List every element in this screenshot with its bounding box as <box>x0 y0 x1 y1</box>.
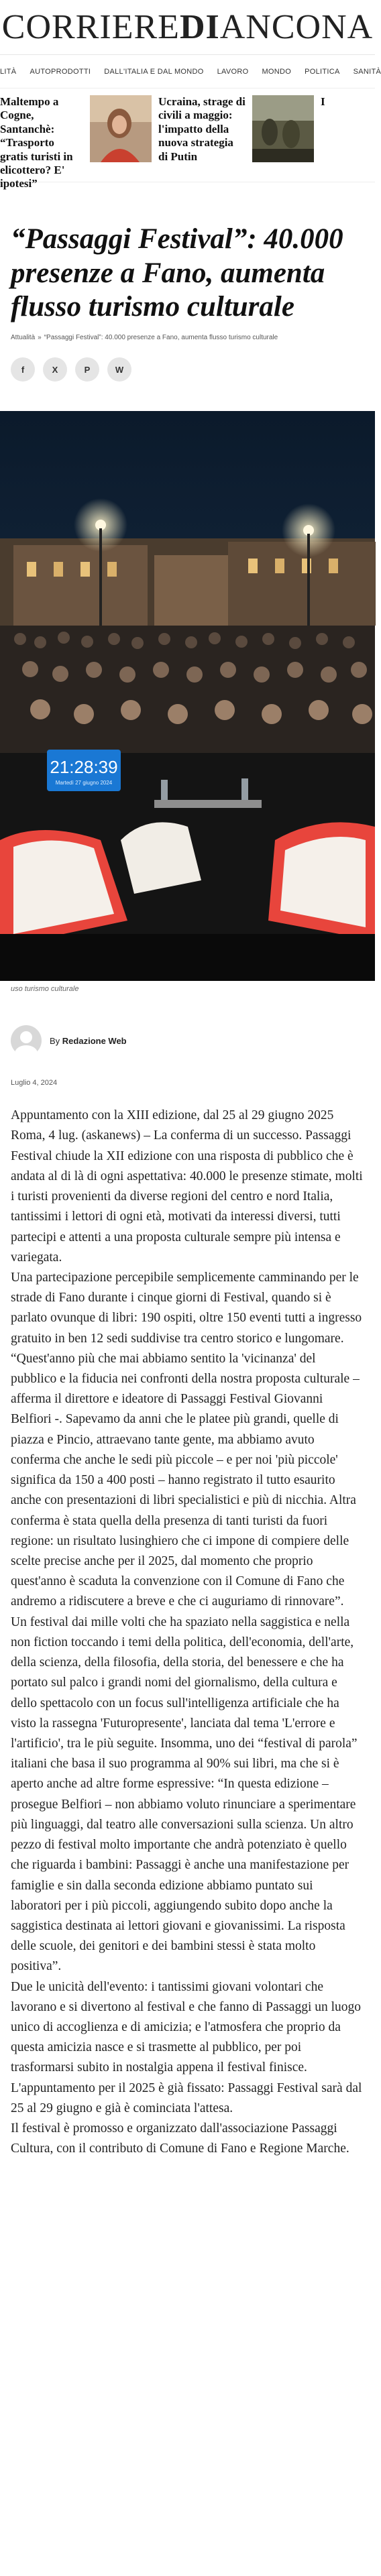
ticker-title[interactable]: I <box>321 95 325 108</box>
nav-item[interactable]: SANITÀ <box>353 67 381 76</box>
logo-accent: DI <box>179 8 220 46</box>
article-paragraph: Il festival è promosso e organizzato dall'associazione Passaggi Cultura, con il contributo di Comune di Fano e Regione Marche. <box>11 2121 349 2156</box>
ticker-card[interactable] <box>90 95 246 175</box>
article <box>0 223 375 2160</box>
avatar[interactable] <box>11 1025 42 1056</box>
article-paragraph: Appuntamento con la XIII edizione, dal 25 al 29 giugno 2025 <box>11 1108 334 1123</box>
ticker-card[interactable] <box>252 95 334 175</box>
breadcrumb-current: “Passaggi Festival”: 40.000 presenze a Fano, aumenta flusso turismo culturale <box>44 334 278 342</box>
nav-item[interactable]: LAVORO <box>217 67 249 76</box>
featured-image <box>0 411 375 981</box>
stage-clock-date: Martedì 27 giugno 2024 <box>55 780 113 786</box>
logo-right: ANCONA <box>219 8 374 46</box>
main-nav <box>0 55 381 89</box>
share-bar <box>11 357 364 382</box>
ticker-card[interactable] <box>0 95 83 190</box>
ticker-thumbnail[interactable] <box>252 95 314 162</box>
article-headline: “Passaggi Festival”: 40.000 presenze a Fano, aumenta flusso turismo culturale <box>11 223 343 323</box>
pinterest-share-icon[interactable]: P <box>75 357 99 382</box>
author-box <box>11 1025 364 1056</box>
author-line <box>50 1036 127 1046</box>
ticker-thumbnail[interactable] <box>90 95 152 162</box>
ticker-title[interactable]: Maltempo a Cogne, Santanchè: “Trasporto gratis turisti in elicottero? E' ipotesi” <box>0 95 73 190</box>
news-ticker <box>0 89 375 190</box>
breadcrumb-home[interactable]: Attualità <box>11 334 36 342</box>
x-share-icon[interactable]: X <box>43 357 67 382</box>
article-paragraph: Roma, 4 lug. (askanews) – La conferma di un successo. Passaggi Festival chiude la XII edizione con una risposta di pubblico che è andata al di là di ogni aspettativa: 40.000 le presenze stimate, molti i turisti provenienti da diverse regioni del centro e nord Italia, tantissimi i lettori di ogni età, motivati da interessi diversi, tutti partecipi e attenti a una proposta culturale sempre più intensa e variegata. <box>11 1128 363 1265</box>
nav-item[interactable]: POLITICA <box>305 67 340 76</box>
article-paragraph: Una partecipazione percepibile semplicemente camminando per le strade di Fano durante i cinque giorni di Festival, quando si è parlato ovunque di libri: 190 ospiti, oltre 150 eventi tutti a ingresso gratuito in ben 12 sedi suddivise tra centro storico e lungomare. “Quest'anno più che mai abbiamo sentito la 'vicinanza' del pubblico e la fiducia nei confronti della nostra proposta culturale – afferma il direttore e ideatore di Passaggi Festival Giovanni Belfiori -. Sapevamo da anni che le platee più grandi, quelle di piazza e Pincio, attraevano tante gente, ma abbiamo avuto conferma che anche le sedi più piccole – e per noi 'più piccole' significa da 150 a 400 posti – hanno registrato il tutto esaurito anche con presentazioni di libri specialistici e più di nicchia. Altra conferma è stata quella della presenza di tanti turisti da fuori regione: un risultato lusinghiero che ci impone di compiere delle scelte precise anche per il 2025, dal momento che proprio quest'anno è scaduta la convenzione con il Comune di Fano che andremo a ridiscutere a breve e che ci auguriamo di rinnovare”. <box>11 1270 362 1609</box>
nav-item[interactable]: MONDO <box>262 67 292 76</box>
site-logo[interactable] <box>2 7 373 47</box>
publish-date: Luglio 4, 2024 <box>11 1079 58 1088</box>
ticker-title[interactable]: Ucraina, strage di civili a maggio: l'impatto della nuova strategia di Putin <box>158 95 246 163</box>
breadcrumb <box>11 334 364 341</box>
site-header <box>0 0 375 55</box>
article-paragraph: Due le unicità dell'evento: i tantissimi giovani volontari che lavorano e si divertono al festival e che fanno di Passaggi un luogo unico di accoglienza e di amicizia; e l'atmosfera che proprio da questa amicizia nasce e si trasmette al pubblico, per poi trasformarsi subito in nostalgia appena il festival finisce. L'appuntamento per il 2025 è già fissato: Passaggi Festival sarà dal 25 al 29 giugno e già è cominciata l'attesa. <box>11 1979 362 2115</box>
image-caption: uso turismo culturale <box>11 985 79 994</box>
author-prefix: By <box>50 1035 60 1046</box>
whatsapp-share-icon[interactable]: W <box>107 357 131 382</box>
article-paragraph: Un festival dai mille volti che ha spaziato nella saggistica e nella non fiction toccando i temi della politica, dell'economia, dell'arte, della scienza, della filosofia, della storia, del benessere e che ha portato sul palco i grandi nomi del giornalismo, della cultura e dello spettacolo con un focus sull'intelligenza artificiale che ha visto la rassegna 'Futuropresente', lanciata dal tema 'L'errore e l'artificio', tra le più seguite. Insomma, uno dei “festival di parola” italiani che basa il suo programma al 90% sui libri, ma che si è aperto anche ad altre forme espressive: “In questa edizione – prosegue Belfiori – non abbiamo voluto rinunciare a sperimentare più linguaggi, dal teatro alle conversazioni sulla scienza. Un altro pezzo di festival molto importante che andrà potenziato è quello che riguarda i bambini: Passaggi è anche una manifestazione per famiglie e sin dalla seconda edizione abbiamo puntato sui laboratori per i più piccoli, aggiungendo subito dopo anche la saggistica destinata ai lettori giovani e giovanissimi. La risposta delle scuole, dei genitori e dei bambini stessi è stata molto positiva”. <box>11 1615 358 1974</box>
breadcrumb-separator: » <box>38 334 42 342</box>
facebook-share-icon[interactable]: f <box>11 357 35 382</box>
author-name[interactable]: Redazione Web <box>62 1035 127 1046</box>
nav-item[interactable]: LITÀ <box>0 67 17 76</box>
nav-item[interactable]: AUTOPRODOTTI <box>30 67 91 76</box>
nav-item[interactable]: DALL'ITALIA E DAL MONDO <box>104 67 204 76</box>
article-body <box>11 1106 364 2159</box>
logo-left: CORRIERE <box>1 8 180 46</box>
stage-clock-time: 21:28:39 <box>50 757 118 778</box>
